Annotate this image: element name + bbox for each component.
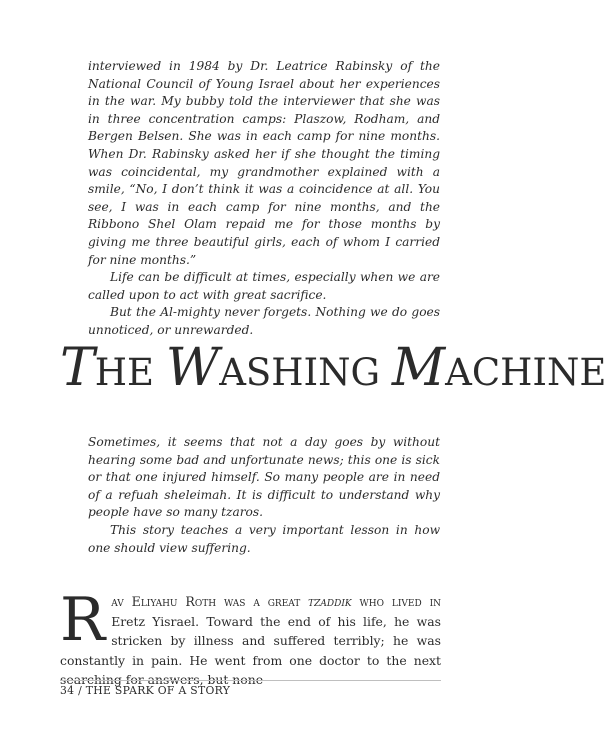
title-initial-t: T	[60, 338, 95, 398]
preface-paragraph-2: This story teaches a very important lesson in how one should view suffering.	[88, 522, 440, 555]
title-initial-w: W	[165, 338, 220, 398]
intro-paragraph-2: Life can be difficult at times, especially when we are called upon to act with great sacrifice.	[88, 270, 440, 302]
intro-passage	[88, 58, 440, 340]
title-word-the: HE	[94, 351, 166, 394]
book-title: THE SPARK OF A STORY	[85, 684, 231, 697]
footer-separator: /	[74, 684, 86, 697]
story-title	[60, 338, 606, 398]
running-footer	[60, 684, 230, 697]
story-lead-caps-end: who lived in	[351, 594, 441, 609]
title-initial-m: M	[391, 338, 446, 398]
intro-paragraph-1: interviewed in 1984 by Dr. Leatrice Rabinsky of the National Council of Young Israel about her experiences in the war. My bubby told the interviewer that she was in three concentration camps: Plaszow, Rodham, and Bergen Belsen. She was in each camp for nine months. When Dr. Rabinsky asked her if she thought the timing was coincidental, my grandmother explained with a smile, “No, I don’t think it was a coincidence at all. You see, I was in each camp for nine months, and the Ribbono Shel Olam repaid me for those months by giving me three beautiful girls, each of whom I carried for nine months.”	[88, 59, 440, 267]
title-word-machine: ACHINE	[445, 351, 606, 394]
story-lead-caps: av Eliyahu Roth was a great	[111, 594, 309, 609]
story-body-text: Eretz Yisrael. Toward the end of his life, he was stricken by illness and suffered terribly; he was constantly in pain. He went from one doctor to the next searching for answers, but none	[60, 613, 441, 688]
intro-paragraph-3: But the Al-mighty never forgets. Nothing we do goes unnoticed, or unrewarded.	[88, 305, 440, 337]
story-preface	[88, 434, 440, 557]
title-word-washing: ASHING	[219, 351, 392, 394]
drop-cap: R	[60, 585, 106, 655]
story-lead-italic: tzaddik	[308, 594, 352, 609]
footer-divider	[60, 680, 441, 681]
preface-paragraph-1: Sometimes, it seems that not a day goes by without hearing some bad and unfortunate news; this one is sick or that one injured himself. So many people are in need of a refuah sheleimah. It is difficult to understand why people have so many tzaros.	[88, 435, 440, 520]
page-number: 34	[60, 684, 75, 697]
story-body	[60, 585, 441, 690]
